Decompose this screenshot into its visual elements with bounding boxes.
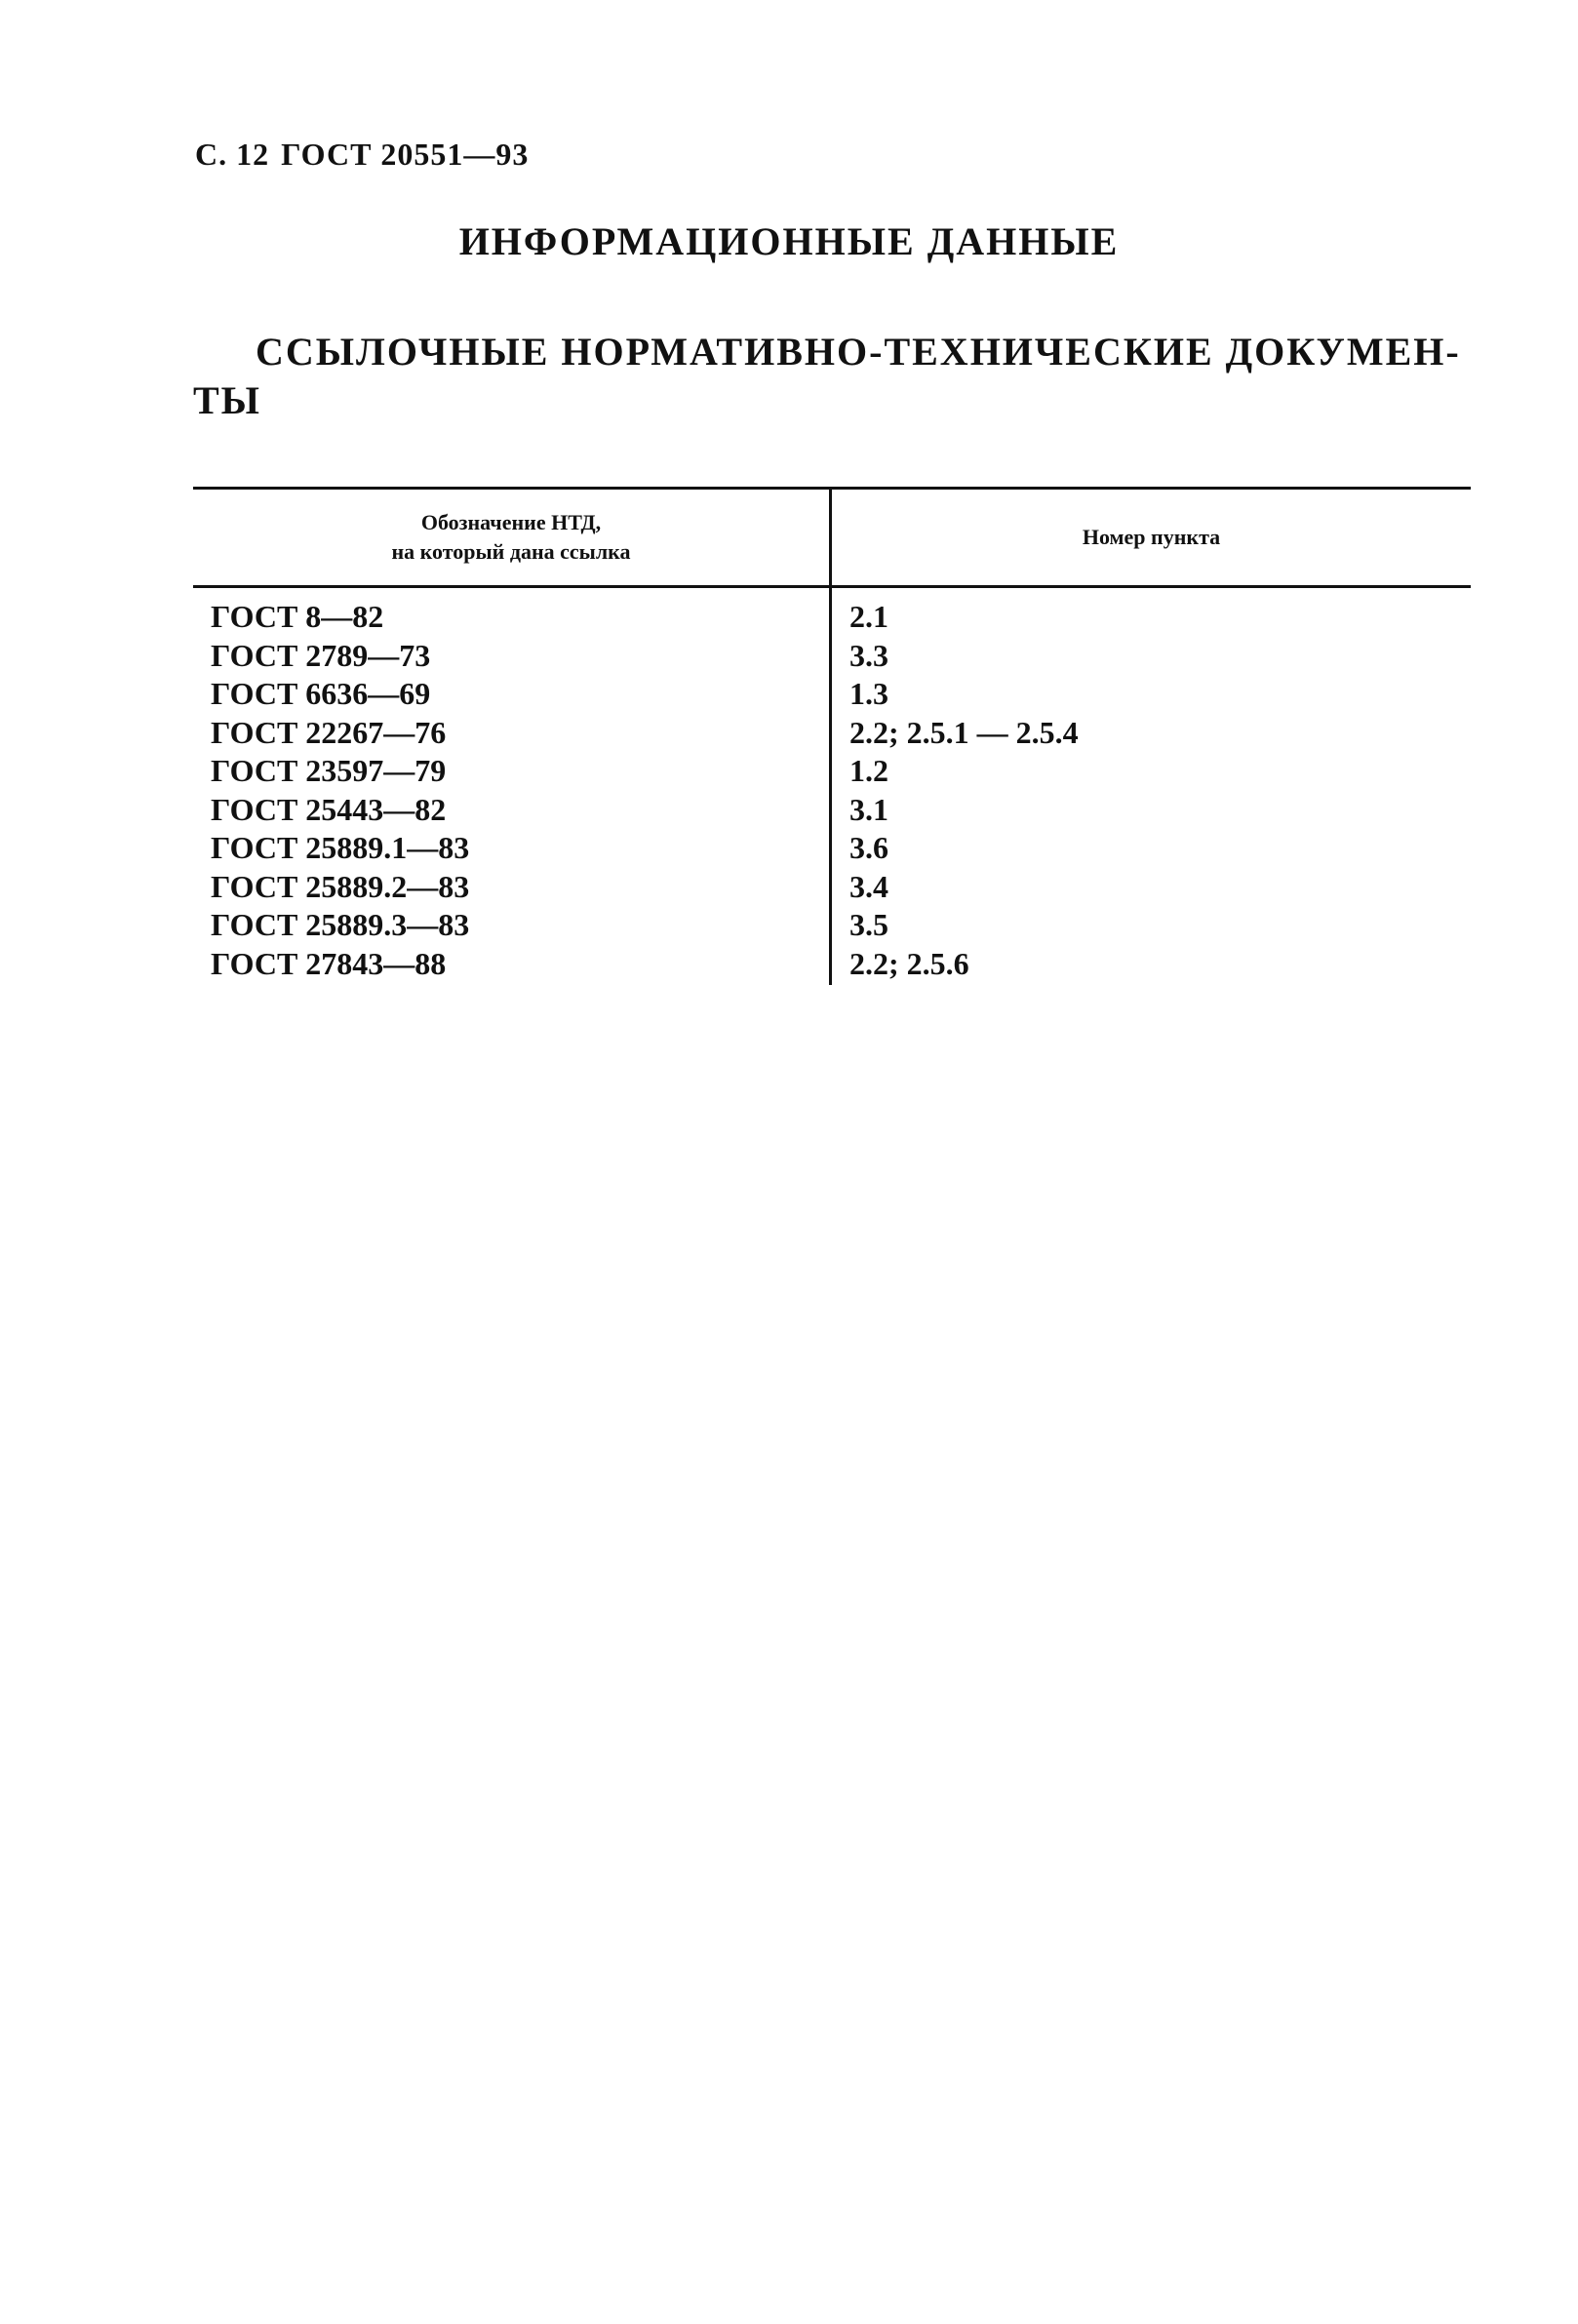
designation-cell: ГОСТ 22267—76 — [211, 714, 447, 750]
item-number-cell: 3.6 — [849, 830, 888, 865]
designation-cell: ГОСТ 2789—73 — [211, 637, 431, 673]
page-number: С. 12 — [195, 137, 270, 172]
designation-column — [193, 588, 832, 985]
designation-header-line-1: Обозначение НТД, — [420, 510, 602, 534]
document-number: ГОСТ 20551—93 — [281, 137, 530, 172]
section-title-line-2: ТЫ — [193, 378, 261, 422]
designation-cell: ГОСТ 25443—82 — [211, 791, 447, 827]
item-number-cell: 3.3 — [849, 637, 888, 673]
designation-cell: ГОСТ 25889.3—83 — [211, 907, 470, 942]
item-number-cell: 2.1 — [849, 599, 888, 634]
designation-column-header — [193, 490, 832, 585]
item-number-column-header: Номер пункта — [1082, 525, 1221, 549]
designation-cell: ГОСТ 6636—69 — [211, 676, 431, 711]
section-title — [193, 328, 1471, 425]
main-title: ИНФОРМАЦИОННЫЕ ДАННЫЕ — [458, 219, 1120, 263]
item-number-cell: 2.2; 2.5.1 — 2.5.4 — [849, 714, 1079, 750]
table-header — [193, 490, 1471, 588]
references-table — [193, 487, 1471, 985]
item-number-cell: 3.1 — [849, 791, 888, 827]
designation-cell: ГОСТ 8—82 — [211, 599, 384, 634]
designation-cell: ГОСТ 25889.1—83 — [211, 830, 470, 865]
item-number-column — [832, 588, 1471, 985]
item-number-cell: 1.3 — [849, 676, 888, 711]
item-number-cell: 1.2 — [849, 753, 888, 788]
designation-cell: ГОСТ 23597—79 — [211, 753, 447, 788]
item-number-cell: 3.5 — [849, 907, 888, 942]
designation-cell: ГОСТ 25889.2—83 — [211, 868, 470, 904]
designation-header-line-2: на который дана ссылка — [391, 539, 631, 564]
designation-cell: ГОСТ 27843—88 — [211, 945, 447, 981]
section-title-line-1: ССЫЛОЧНЫЕ НОРМАТИВНО-ТЕХНИЧЕСКИЕ ДОКУМЕН- — [256, 330, 1461, 374]
item-number-cell: 3.4 — [849, 868, 888, 904]
page-header — [195, 137, 529, 173]
item-number-cell: 2.2; 2.5.6 — [849, 945, 969, 981]
table-body — [193, 588, 1471, 985]
